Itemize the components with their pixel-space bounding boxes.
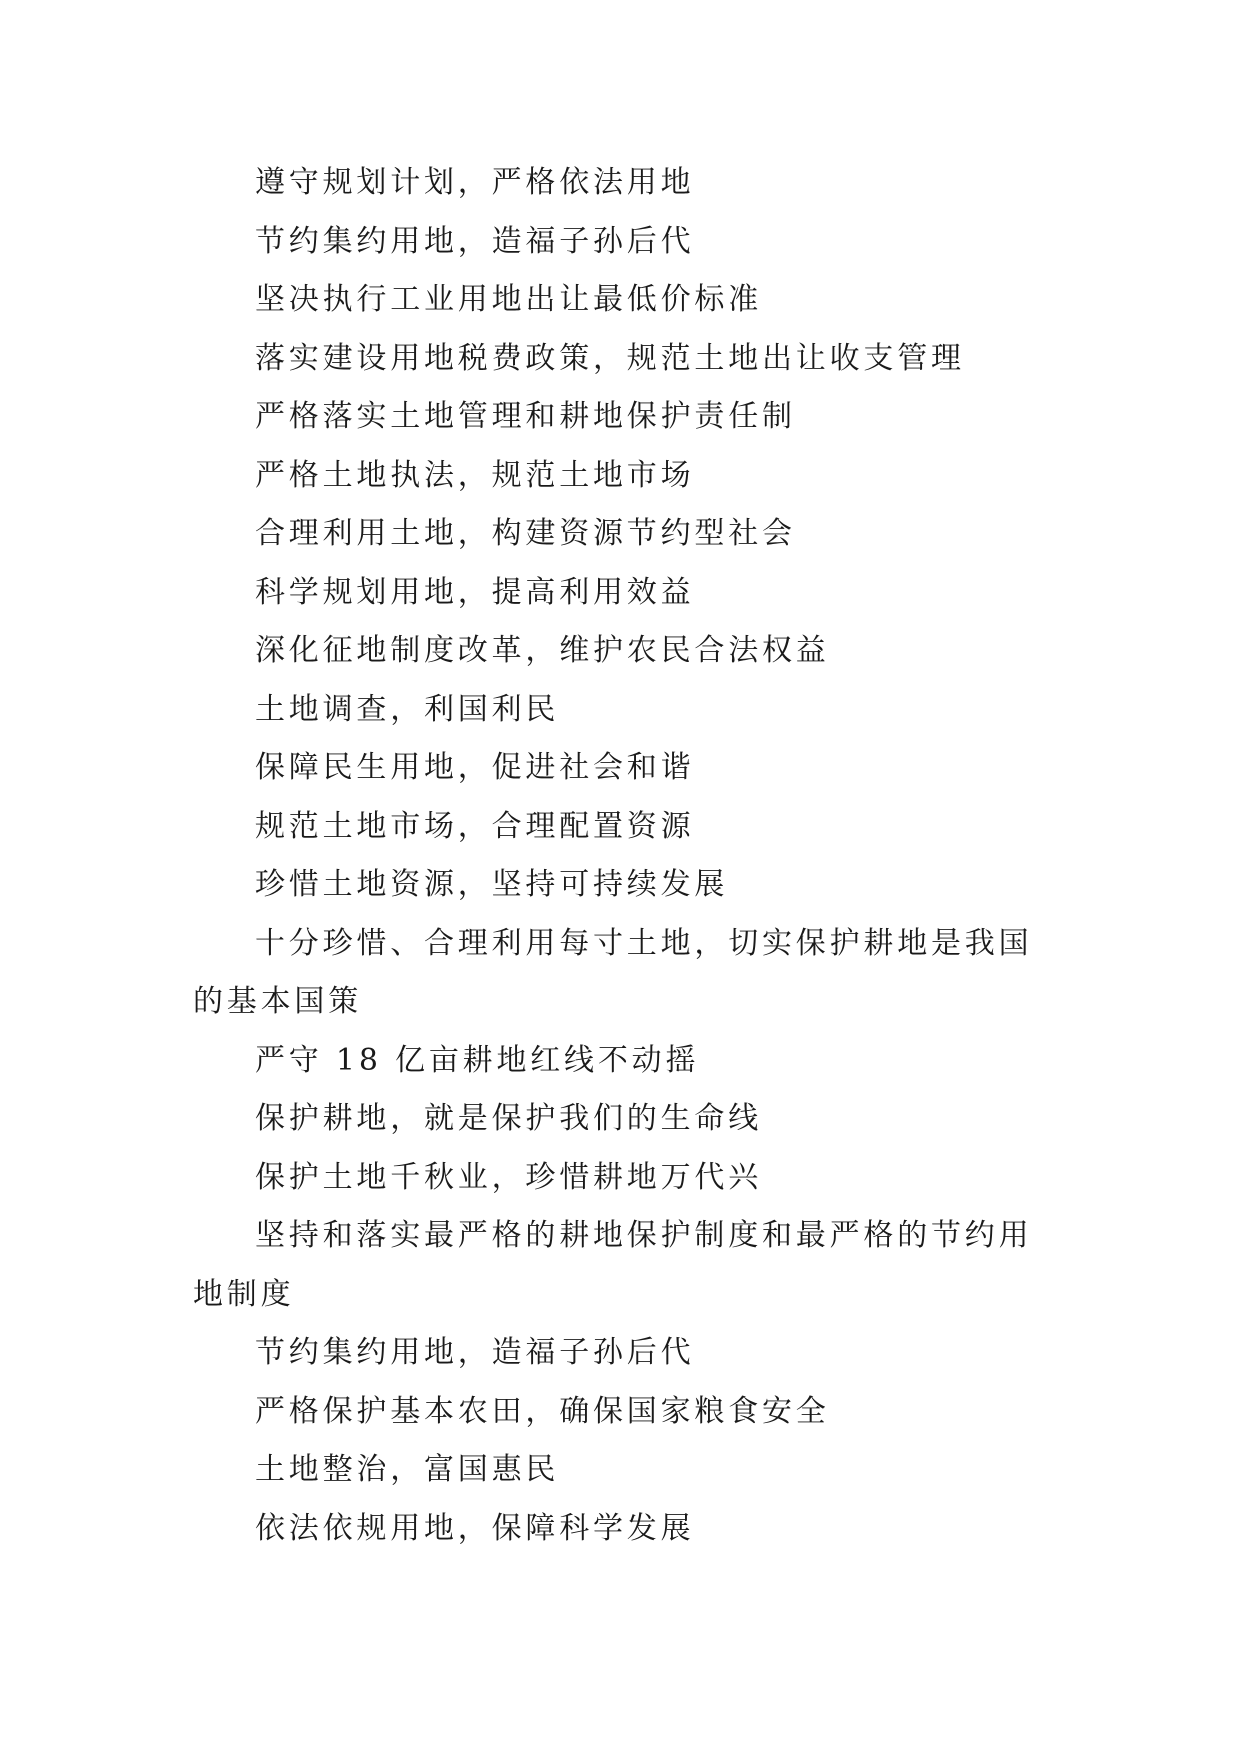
slogan-line: 科学规划用地，提高利用效益 bbox=[255, 574, 695, 610]
slogan-line: 严格土地执法，规范土地市场 bbox=[255, 457, 695, 493]
slogan-line: 坚决执行工业用地出让最低价标准 bbox=[255, 282, 762, 317]
slogan-line: 遵守规划计划，严格依法用地 bbox=[255, 165, 695, 200]
slogan-line: 落实建设用地税费政策，规范土地出让收支管理 bbox=[255, 340, 965, 376]
slogan-line: 合理利用土地，构建资源节约型社会 bbox=[255, 516, 796, 551]
slogan-line: 珍惜土地资源，坚持可持续发展 bbox=[255, 867, 729, 902]
slogan-line: 保障民生用地，促进社会和谐 bbox=[255, 750, 695, 785]
slogan-list bbox=[193, 154, 1053, 1558]
slogan-line: 保护耕地，就是保护我们的生命线 bbox=[255, 1101, 762, 1136]
slogan-line: 坚持和落实最严格的耕地保护制度和最严格的节约用地制度 bbox=[193, 1218, 1033, 1312]
slogan-line: 深化征地制度改革，维护农民合法权益 bbox=[255, 633, 830, 668]
slogan-line: 严守 18 亿亩耕地红线不动摇 bbox=[255, 1042, 700, 1078]
slogan-line: 十分珍惜、合理利用每寸土地，切实保护耕地是我国的基本国策 bbox=[193, 925, 1033, 1019]
slogan-line: 依法依规用地，保障科学发展 bbox=[255, 1510, 695, 1546]
slogan-line: 严格保护基本农田，确保国家粮食安全 bbox=[255, 1393, 830, 1429]
slogan-line: 规范土地市场，合理配置资源 bbox=[255, 808, 695, 844]
slogan-line: 保护土地千秋业，珍惜耕地万代兴 bbox=[255, 1159, 762, 1195]
slogan-line: 土地调查，利国利民 bbox=[255, 691, 560, 727]
slogan-line: 土地整治，富国惠民 bbox=[255, 1452, 560, 1487]
slogan-line: 节约集约用地，造福子孙后代 bbox=[255, 223, 695, 259]
slogan-line: 严格落实土地管理和耕地保护责任制 bbox=[255, 399, 796, 434]
slogan-line: 节约集约用地，造福子孙后代 bbox=[255, 1335, 695, 1370]
